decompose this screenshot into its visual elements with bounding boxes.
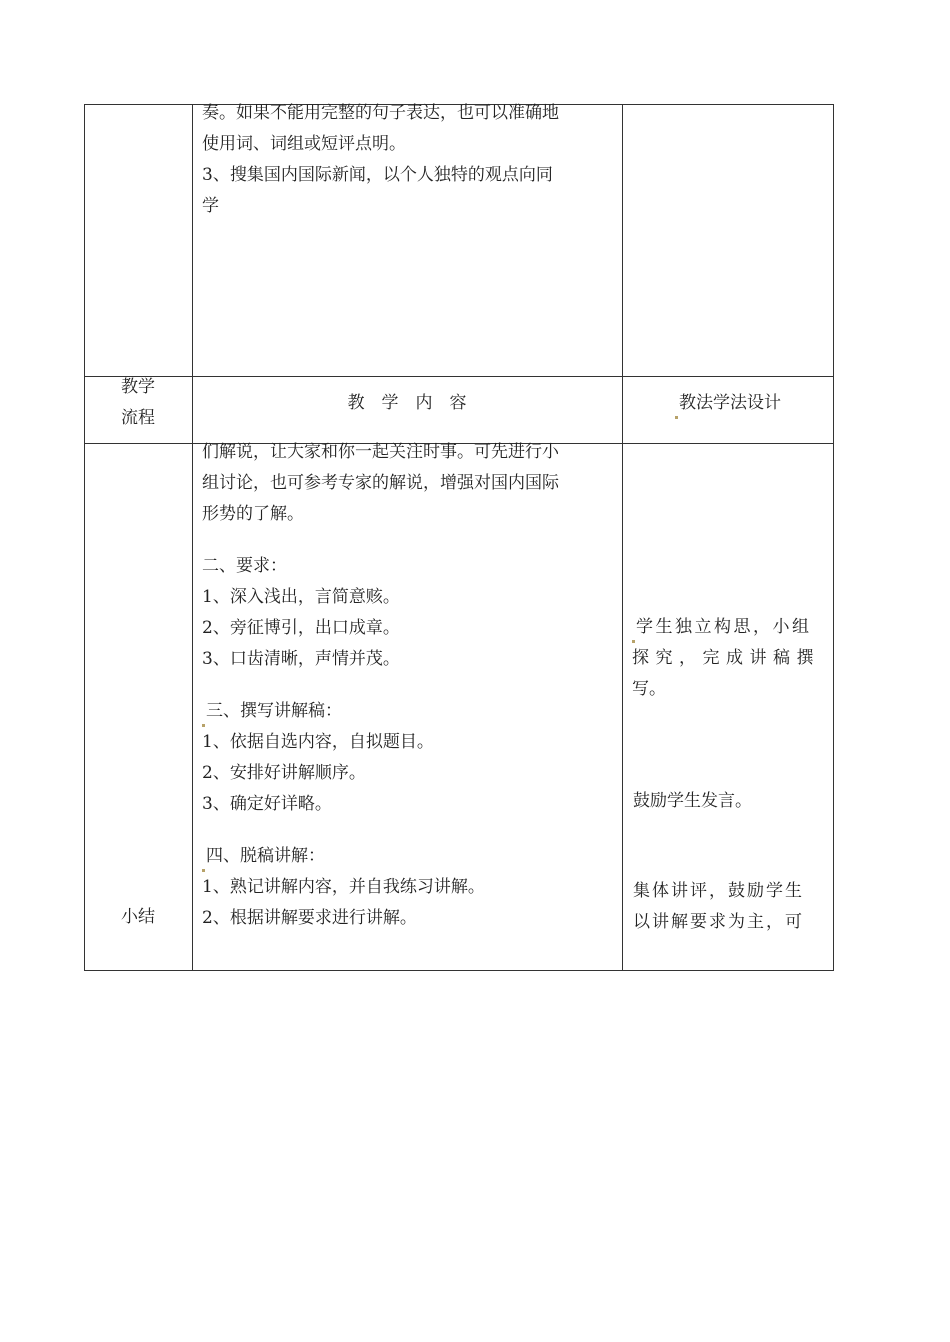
intro-line: 形势的了解。 xyxy=(202,504,304,524)
content-line: 学 xyxy=(202,196,219,216)
section-title-text: 四、脱稿讲解： xyxy=(206,846,325,866)
edit-mark-icon xyxy=(675,416,678,419)
content-line: 3、搜集国内国际新闻，以个人独特的观点向同 xyxy=(202,165,553,185)
header-process-line2: 流程 xyxy=(121,408,155,428)
section-title-text: 三、撰写讲解稿： xyxy=(206,701,342,721)
body-content xyxy=(202,437,559,934)
header-process-line1: 教学 xyxy=(121,377,155,397)
content-line: 使用词、词组或短评点明。 xyxy=(202,134,406,154)
section-title xyxy=(202,841,559,872)
column-divider-1 xyxy=(192,104,193,971)
list-item: 2、根据讲解要求进行讲解。 xyxy=(202,908,417,928)
method-note-3 xyxy=(633,876,804,938)
header-method xyxy=(622,388,834,419)
list-item: 1、熟记讲解内容，并自我练习讲解。 xyxy=(202,877,485,897)
section-title: 二、要求： xyxy=(202,556,287,576)
row-divider-1 xyxy=(84,376,834,377)
top-row-content xyxy=(202,98,559,222)
note-line: 写。 xyxy=(632,679,666,699)
list-item: 2、旁征博引，出口成章。 xyxy=(202,618,400,638)
note-line: 集体讲评，鼓励学生 xyxy=(633,881,804,901)
header-method-label: 教法学法设计 xyxy=(679,393,781,413)
list-item: 1、依据自选内容，自拟题目。 xyxy=(202,732,434,752)
list-item: 3、口齿清晰，声情并茂。 xyxy=(202,649,400,669)
list-item: 3、确定好详略。 xyxy=(202,794,332,814)
note-line: 探究，完成讲稿撰 xyxy=(632,648,820,668)
section-title xyxy=(202,696,559,727)
content-line: 奏。如果不能用完整的句子表达，也可以准确地 xyxy=(202,103,559,123)
note-line: 以讲解要求为主，可 xyxy=(633,912,804,932)
note-text: 学生独立构思，小组 xyxy=(636,617,812,637)
header-process xyxy=(84,372,192,434)
method-note-2: 鼓励学生发言。 xyxy=(633,791,752,811)
intro-line: 们解说，让大家和你一起关注时事。可先进行小 xyxy=(202,442,559,462)
list-item: 2、安排好讲解顺序。 xyxy=(202,763,366,783)
intro-line: 组讨论，也可参考专家的解说，增强对国内国际 xyxy=(202,473,559,493)
column-divider-2 xyxy=(622,104,623,971)
note-line xyxy=(632,612,820,643)
list-item: 1、深入浅出，言简意赅。 xyxy=(202,587,400,607)
method-note-1 xyxy=(632,612,820,705)
header-content: 教 学 内 容 xyxy=(347,393,467,413)
summary-label: 小结 xyxy=(121,907,155,927)
